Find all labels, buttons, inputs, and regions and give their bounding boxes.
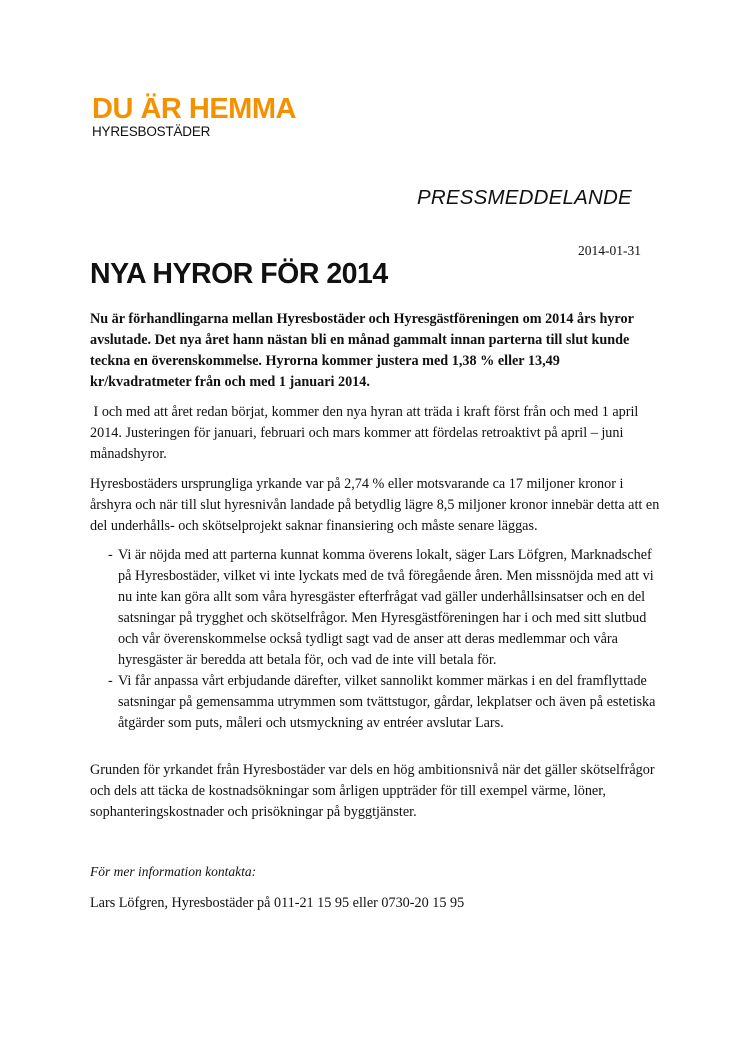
- document-type: PRESSMEDDELANDE: [417, 186, 632, 209]
- paragraph: [90, 474, 660, 537]
- headline: NYA HYROR FÖR 2014: [90, 258, 388, 290]
- contact-label: För mer information kontakta:: [90, 864, 257, 879]
- bullet-marker: -: [108, 673, 113, 689]
- quote-item: [90, 545, 660, 671]
- quote-text: Vi är nöjda med att parterna kunnat komma överens lokalt, säger Lars Löfgren, Marknadschef på Hyresbostäder, vilket vi inte lyckats med de två föregående åren. Men missnöjda med att vi nu inte kan göra allt som våra hyresgäster efterfrågat vad gäller underhållsinsatser och en del satsningar på trygghet och skötselfrågor. Men Hyresgästföreningen har i och med sitt slutbud och vår överenskommelse också tydligt sagt vad de anser att deras medlemmar och våra hyresgäster är beredda att betala för, och vad de inte vill betala för.: [118, 547, 654, 668]
- paragraph-text: Hyresbostäders ursprungliga yrkande var på 2,74 % eller motsvarande ca 17 miljoner kronor i årshyra och när till slut hyresnivån landade på betydlig lägre 8,5 miljoner kronor innebär detta att en del underhålls- och skötselprojekt saknar finansiering och måste senare läggas.: [90, 476, 660, 534]
- quote-item: [90, 671, 660, 734]
- company-logo: [92, 94, 296, 140]
- document-date: 2014-01-31: [578, 243, 641, 258]
- logo-subtitle: HYRESBOSTÄDER: [92, 124, 211, 139]
- bullet-marker: -: [108, 547, 113, 563]
- logo-title: DU ÄR HEMMA: [92, 93, 296, 125]
- paragraph: [90, 402, 660, 465]
- lead-paragraph: [90, 309, 660, 393]
- closing-paragraph: [90, 760, 660, 823]
- quote-list: [90, 545, 660, 734]
- lead-text: Nu är förhandlingarna mellan Hyresbostäder och Hyresgästföreningen om 2014 års hyror avslutade. Det nya året hann nästan bli en månad gammalt innan parterna till slut kunde teckna en överenskommelse. Hyrorna kommer justera med 1,38 % eller 13,49 kr/kvadratmeter från och med 1 januari 2014.: [90, 311, 634, 390]
- paragraph-text: I och med att året redan börjat, kommer den nya hyran att träda i kraft först från och med 1 april 2014. Justeringen för januari, februari och mars kommer att fördelas retroaktivt på april – juni månadshyror.: [90, 404, 642, 462]
- closing-text: Grunden för yrkandet från Hyresbostäder var dels en hög ambitionsnivå när det gäller skötselfrågor och dels att täcka de kostnadsökningar som årligen uppträder för till exempel värme, löner, sophanteringskostnader och prisökningar på byggtjänster.: [90, 762, 655, 820]
- quote-text: Vi får anpassa vårt erbjudande därefter, vilket sannolikt kommer märkas i en del framflyttade satsningar på gemensamma utrymmen som tvättstugor, gårdar, lekplatser och även på estetiska åtgärder som puts, måleri och utsmyckning av entréer avslutar Lars.: [118, 673, 656, 731]
- contact-info: Lars Löfgren, Hyresbostäder på 011-21 15 95 eller 0730-20 15 95: [90, 895, 465, 911]
